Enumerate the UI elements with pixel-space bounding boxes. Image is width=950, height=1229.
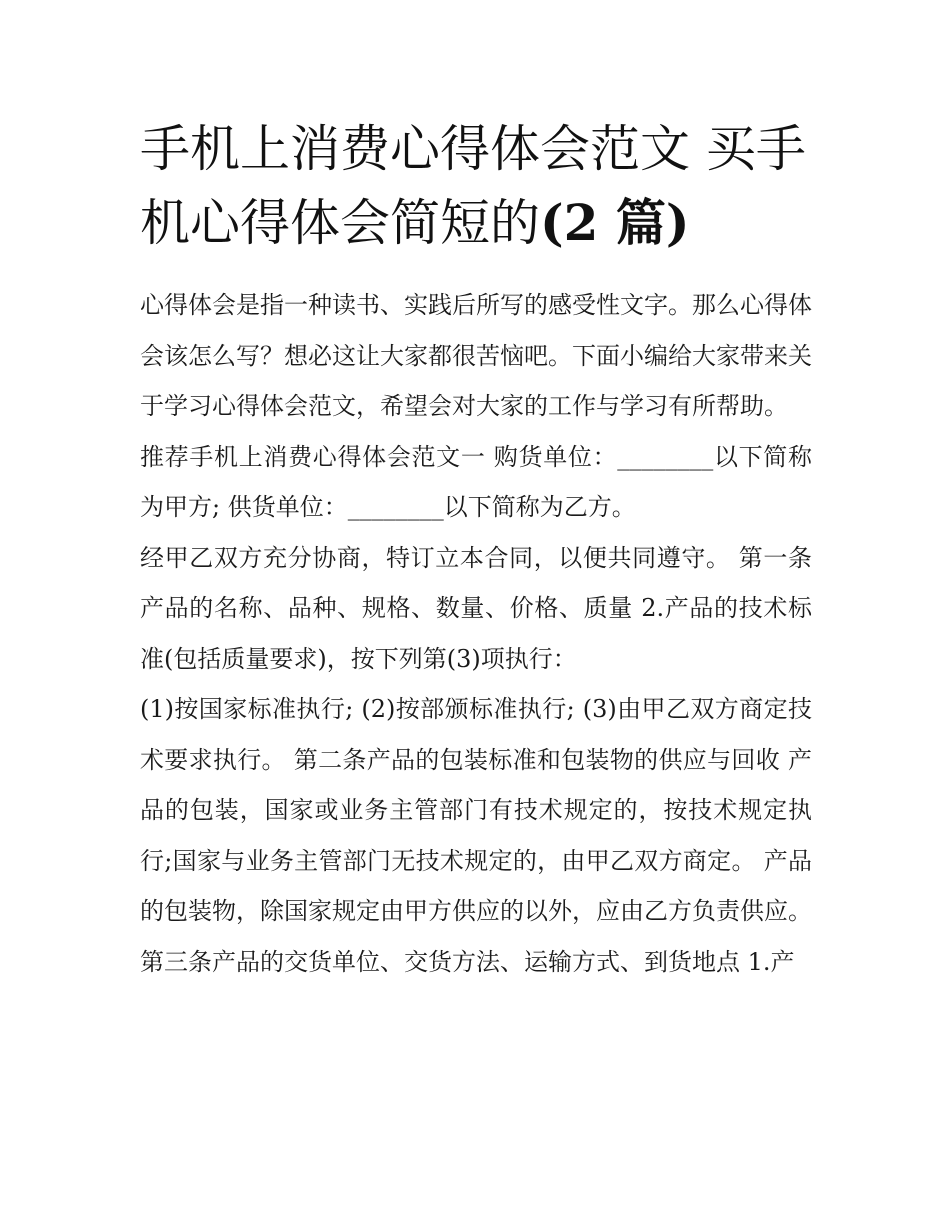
title-count: (2 篇) bbox=[540, 193, 690, 252]
paragraph-intro: 心得体会是指一种读书、实践后所写的感受性文字。那么心得体会该怎么写？想必这让大家都很苦恼吧。下面小编给大家带来关于学习心得体会范文，希望会对大家的工作与学习有所帮助。 bbox=[140, 291, 812, 420]
document-title bbox=[140, 112, 812, 260]
document-content bbox=[140, 112, 812, 987]
paragraph-article-3: 第三条产品的交货单位、交货方法、运输方式、到货地点 1.产 bbox=[140, 947, 795, 976]
paragraph-article-1: 经甲乙双方充分协商，特订立本合同，以便共同遵守。 第一条产品的名称、品种、规格、数量、价格、质量 2.产品的技术标准(包括质量要求)，按下列第(3)项执行： bbox=[140, 543, 812, 673]
title-line-2: 机心得体会简短的 bbox=[140, 194, 540, 252]
title-line-1: 手机上消费心得体会范文 买手 bbox=[140, 120, 806, 178]
paragraph-parties: 推荐手机上消费心得体会范文一 购货单位：________以下简称为甲方; 供货单位：________以下简称为乙方。 bbox=[140, 442, 812, 521]
paragraph-article-2: (1)按国家标准执行; (2)按部颁标准执行; (3)由甲乙双方商定技术要求执行。 第二条产品的包装标准和包装物的供应与回收 产品的包装，国家或业务主管部门有技术规定的，按技术规定执行;国家与业务主管部门无技术规定的，由甲乙双方商定。 产品的包装物，除国家规定由甲方供应的以外，应由乙方负责供应。 bbox=[140, 695, 812, 925]
